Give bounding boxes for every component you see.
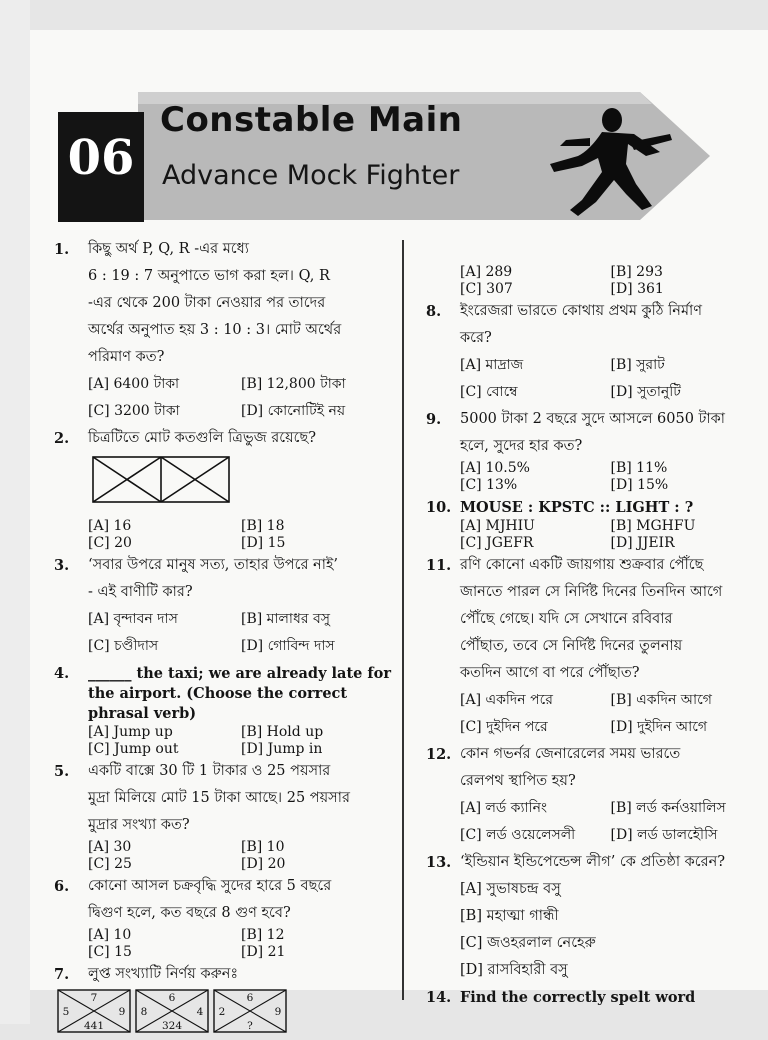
question-text-line: -এর থেকে 200 টাকা নেওয়ার পর তাদের [88,295,326,311]
option-a: [A] 16 [88,518,132,534]
option-c: [C] দুইদিন পরে [460,719,548,735]
option-c: [C] 307 [460,281,513,297]
option-d: [D] 15% [610,477,669,493]
question-13 [426,849,761,984]
option-b: [B] 11% [610,460,668,476]
question-number: 1. [54,241,70,258]
box-3-bottom: ? [247,1020,253,1032]
question-number: 4. [54,665,70,682]
option-b: [B] মহাত্মা গান্ধী [460,908,559,924]
question-number: 9. [426,411,442,428]
option-b: [B] মালাধর বসু [241,611,331,627]
question-text-line: পরিমাণ কত? [88,349,165,365]
answer-options [460,264,761,298]
question-4 [54,660,394,758]
option-b: [B] 18 [241,518,285,534]
option-d: [D] দুইদিন আগে [610,719,708,735]
answer-options [460,518,761,552]
box-2-right: 4 [196,1006,204,1018]
option-d: [D] কোনোটিই নয় [241,403,346,419]
question-8 [426,298,761,406]
option-a: [A] MJHIU [460,518,535,534]
triangle-count-figure [92,456,232,504]
question-number: 10. [426,499,452,516]
question-text-line: - এই বাণীটি কার? [88,584,193,600]
option-a: [A] 289 [460,264,513,280]
option-c: [C] 3200 টাকা [88,403,180,419]
question-1 [54,236,394,425]
option-c: [C] 20 [88,535,132,551]
option-a: [A] সুভাষচন্দ্র বসু [460,881,561,897]
box-3-right: 9 [274,1006,282,1018]
question-text: Find the correctly spelt word [460,989,696,1006]
question-number: 11. [426,557,452,574]
answer-options [88,839,394,873]
question-text-line: the airport. (Choose the correct [88,685,348,702]
mock-number: 06 [67,130,135,186]
question-number: 6. [54,878,70,895]
option-a: [A] একদিন পরে [460,692,553,708]
option-b: [B] লর্ড কর্নওয়ালিস [610,800,726,816]
answer-options [460,687,761,741]
option-b: [B] MGHFU [610,518,696,534]
answer-options [88,927,394,961]
option-a: [A] বৃন্দাবন দাস [88,611,178,627]
answer-options [88,371,394,425]
question-text: MOUSE : KPSTC :: LIGHT : ? [460,499,694,516]
option-a: [A] মাদ্রাজ [460,357,524,373]
box-1-left: 5 [62,1006,70,1018]
question-text-line: মুদ্রার সংখ্যা কত? [88,817,190,833]
option-d: [D] সুতানুটি [610,384,681,400]
box-1-bottom: 441 [83,1020,105,1032]
answer-options [460,460,761,494]
banner-title: Constable Main [160,100,463,140]
question-text-line: 6 : 19 : 7 অনুপাতে ভাগ করা হল। Q, R [88,268,330,284]
option-d: [D] গোবিন্দ দাস [241,638,335,654]
option-d: [D] রাসবিহারী বসু [460,962,568,978]
option-c: [C] 13% [460,477,518,493]
question-text-line: একটি বাক্সে 30 টি 1 টাকার ও 25 পয়সার [88,763,331,779]
option-d: [D] লর্ড ডালহৌসি [610,827,718,843]
option-d: [D] 21 [241,944,286,960]
option-b: [B] 293 [610,264,663,280]
question-11 [426,552,761,741]
option-c: [C] JGEFR [460,535,534,551]
question-text-line: ______ the taxi; we are already late for [88,665,391,682]
question-number: 12. [426,746,452,763]
option-a: [A] Jump up [88,724,173,740]
question-14 [426,984,761,1008]
figure-box-3 [214,990,286,1032]
option-c: [C] চণ্ডীদাস [88,638,159,654]
answer-options [460,352,761,406]
question-text-line: করে? [460,330,492,346]
question-text-line: মুদ্রা মিলিয়ে মোট 15 টাকা আছে। 25 পয়সার [88,790,350,806]
question-text: চিত্রটিতে মোট কতগুলি ত্রিভুজ রয়েছে? [88,430,317,446]
option-d: [D] 361 [610,281,664,297]
option-b: [B] 12,800 টাকা [241,376,346,392]
box-3-top: 6 [246,992,254,1004]
question-paper-page [30,30,768,1032]
question-text-line: কোনো আসল চক্রবৃদ্ধি সুদের হারে 5 বছরে [88,878,332,894]
option-d: [D] Jump in [241,741,323,757]
question-12 [426,741,761,849]
option-d: [D] 20 [241,856,286,872]
option-b: [B] 12 [241,927,285,943]
question-text: ‘ইন্ডিয়ান ইন্ডিপেন্ডেন্স লীগ’ কে প্রতিষ্ঠা করেন? [460,854,726,870]
option-b: [B] Hold up [241,724,324,740]
option-c: [C] 25 [88,856,132,872]
question-text-line: ইংরেজরা ভারতে কোথায় প্রথম কুঠি নির্মাণ [460,303,702,319]
question-text-line: ‘সবার উপরে মানুষ সত্য, তাহার উপরে নাই’ [88,557,339,573]
banner-subtitle: Advance Mock Fighter [162,160,460,191]
question-text-line: পৌঁছে গেছে। যদি সে সেখানে রবিবার [460,611,673,627]
option-c: [C] Jump out [88,741,179,757]
question-2 [54,425,394,552]
option-d: [D] JJEIR [610,535,675,551]
question-text-line: দ্বিগুণ হলে, কত বছরে 8 গুণ হবে? [88,905,291,921]
page-edge-margin [0,0,30,1024]
question-number: 3. [54,557,70,574]
option-a: [A] 6400 টাকা [88,376,180,392]
figure-box-2 [136,990,208,1032]
question-9 [426,406,761,494]
question-number: 13. [426,854,452,871]
question-text-line: phrasal verb) [88,705,197,722]
option-b: [B] 10 [241,839,285,855]
question-5 [54,758,394,873]
missing-number-figure [56,988,296,1036]
question-number: 7. [54,966,70,983]
box-1-top: 7 [90,992,98,1004]
left-column [54,236,394,1040]
option-a: [A] লর্ড ক্যানিং [460,800,547,816]
box-2-left: 8 [140,1006,148,1018]
option-c: [C] লর্ড ওয়েলেসলী [460,827,576,843]
question-3 [54,552,394,660]
answer-options [88,606,394,660]
question-text-line: অর্থের অনুপাত হয় 3 : 10 : 3। মোট অর্থের [88,322,342,338]
question-text-line: কিছু অর্থ P, Q, R -এর মধ্যে [88,241,249,257]
question-text-line: হলে, সুদের হার কত? [460,438,583,454]
question-number: 5. [54,763,70,780]
question-text-line: 5000 টাকা 2 বছরে সুদে আসলে 6050 টাকা [460,411,726,427]
question-text: লুপ্ত সংখ্যাটি নির্ণয় করুনঃ [88,966,239,982]
question-text-line: কতদিন আগে বা পরে পৌঁছাত? [460,665,640,681]
question-number: 8. [426,303,442,320]
option-b: [B] সুরাট [610,357,665,373]
answer-options [88,724,394,758]
box-1-right: 9 [118,1006,126,1018]
option-a: [A] 10.5% [460,460,530,476]
question-6 [54,873,394,961]
option-d: [D] 15 [241,535,286,551]
question-text-line: পৌঁছাত, তবে সে নির্দিষ্ট দিনের তুলনায় [460,638,683,654]
option-c: [C] জওহরলাল নেহেরু [460,935,596,951]
right-column [426,264,761,1008]
question-number: 2. [54,430,70,447]
question-10 [426,494,761,552]
box-3-left: 2 [218,1006,226,1018]
answer-options [460,795,761,849]
option-c: [C] বোম্বে [460,384,518,400]
question-7 [54,961,394,988]
question-text-line: কোন গভর্নর জেনারেলের সময় ভারতে [460,746,681,762]
option-c: [C] 15 [88,944,132,960]
figure-box-1 [58,990,130,1032]
option-b: [B] একদিন আগে [610,692,712,708]
option-a: [A] 10 [88,927,132,943]
box-2-bottom: 324 [161,1020,183,1032]
question-text-line: জানতে পারল সে নির্দিষ্ট দিনের তিনদিন আগে [460,584,723,600]
question-7-options [426,264,761,298]
question-text-line: রেলপথ স্থাপিত হয়? [460,773,576,789]
answer-options [88,518,394,552]
question-number: 14. [426,989,452,1006]
question-text-line: রণি কোনো একটি জায়গায় শুক্রবার পৌঁছে [460,557,704,573]
option-a: [A] 30 [88,839,132,855]
box-2-top: 6 [168,992,176,1004]
section-banner [30,60,768,230]
column-divider [402,240,404,1000]
